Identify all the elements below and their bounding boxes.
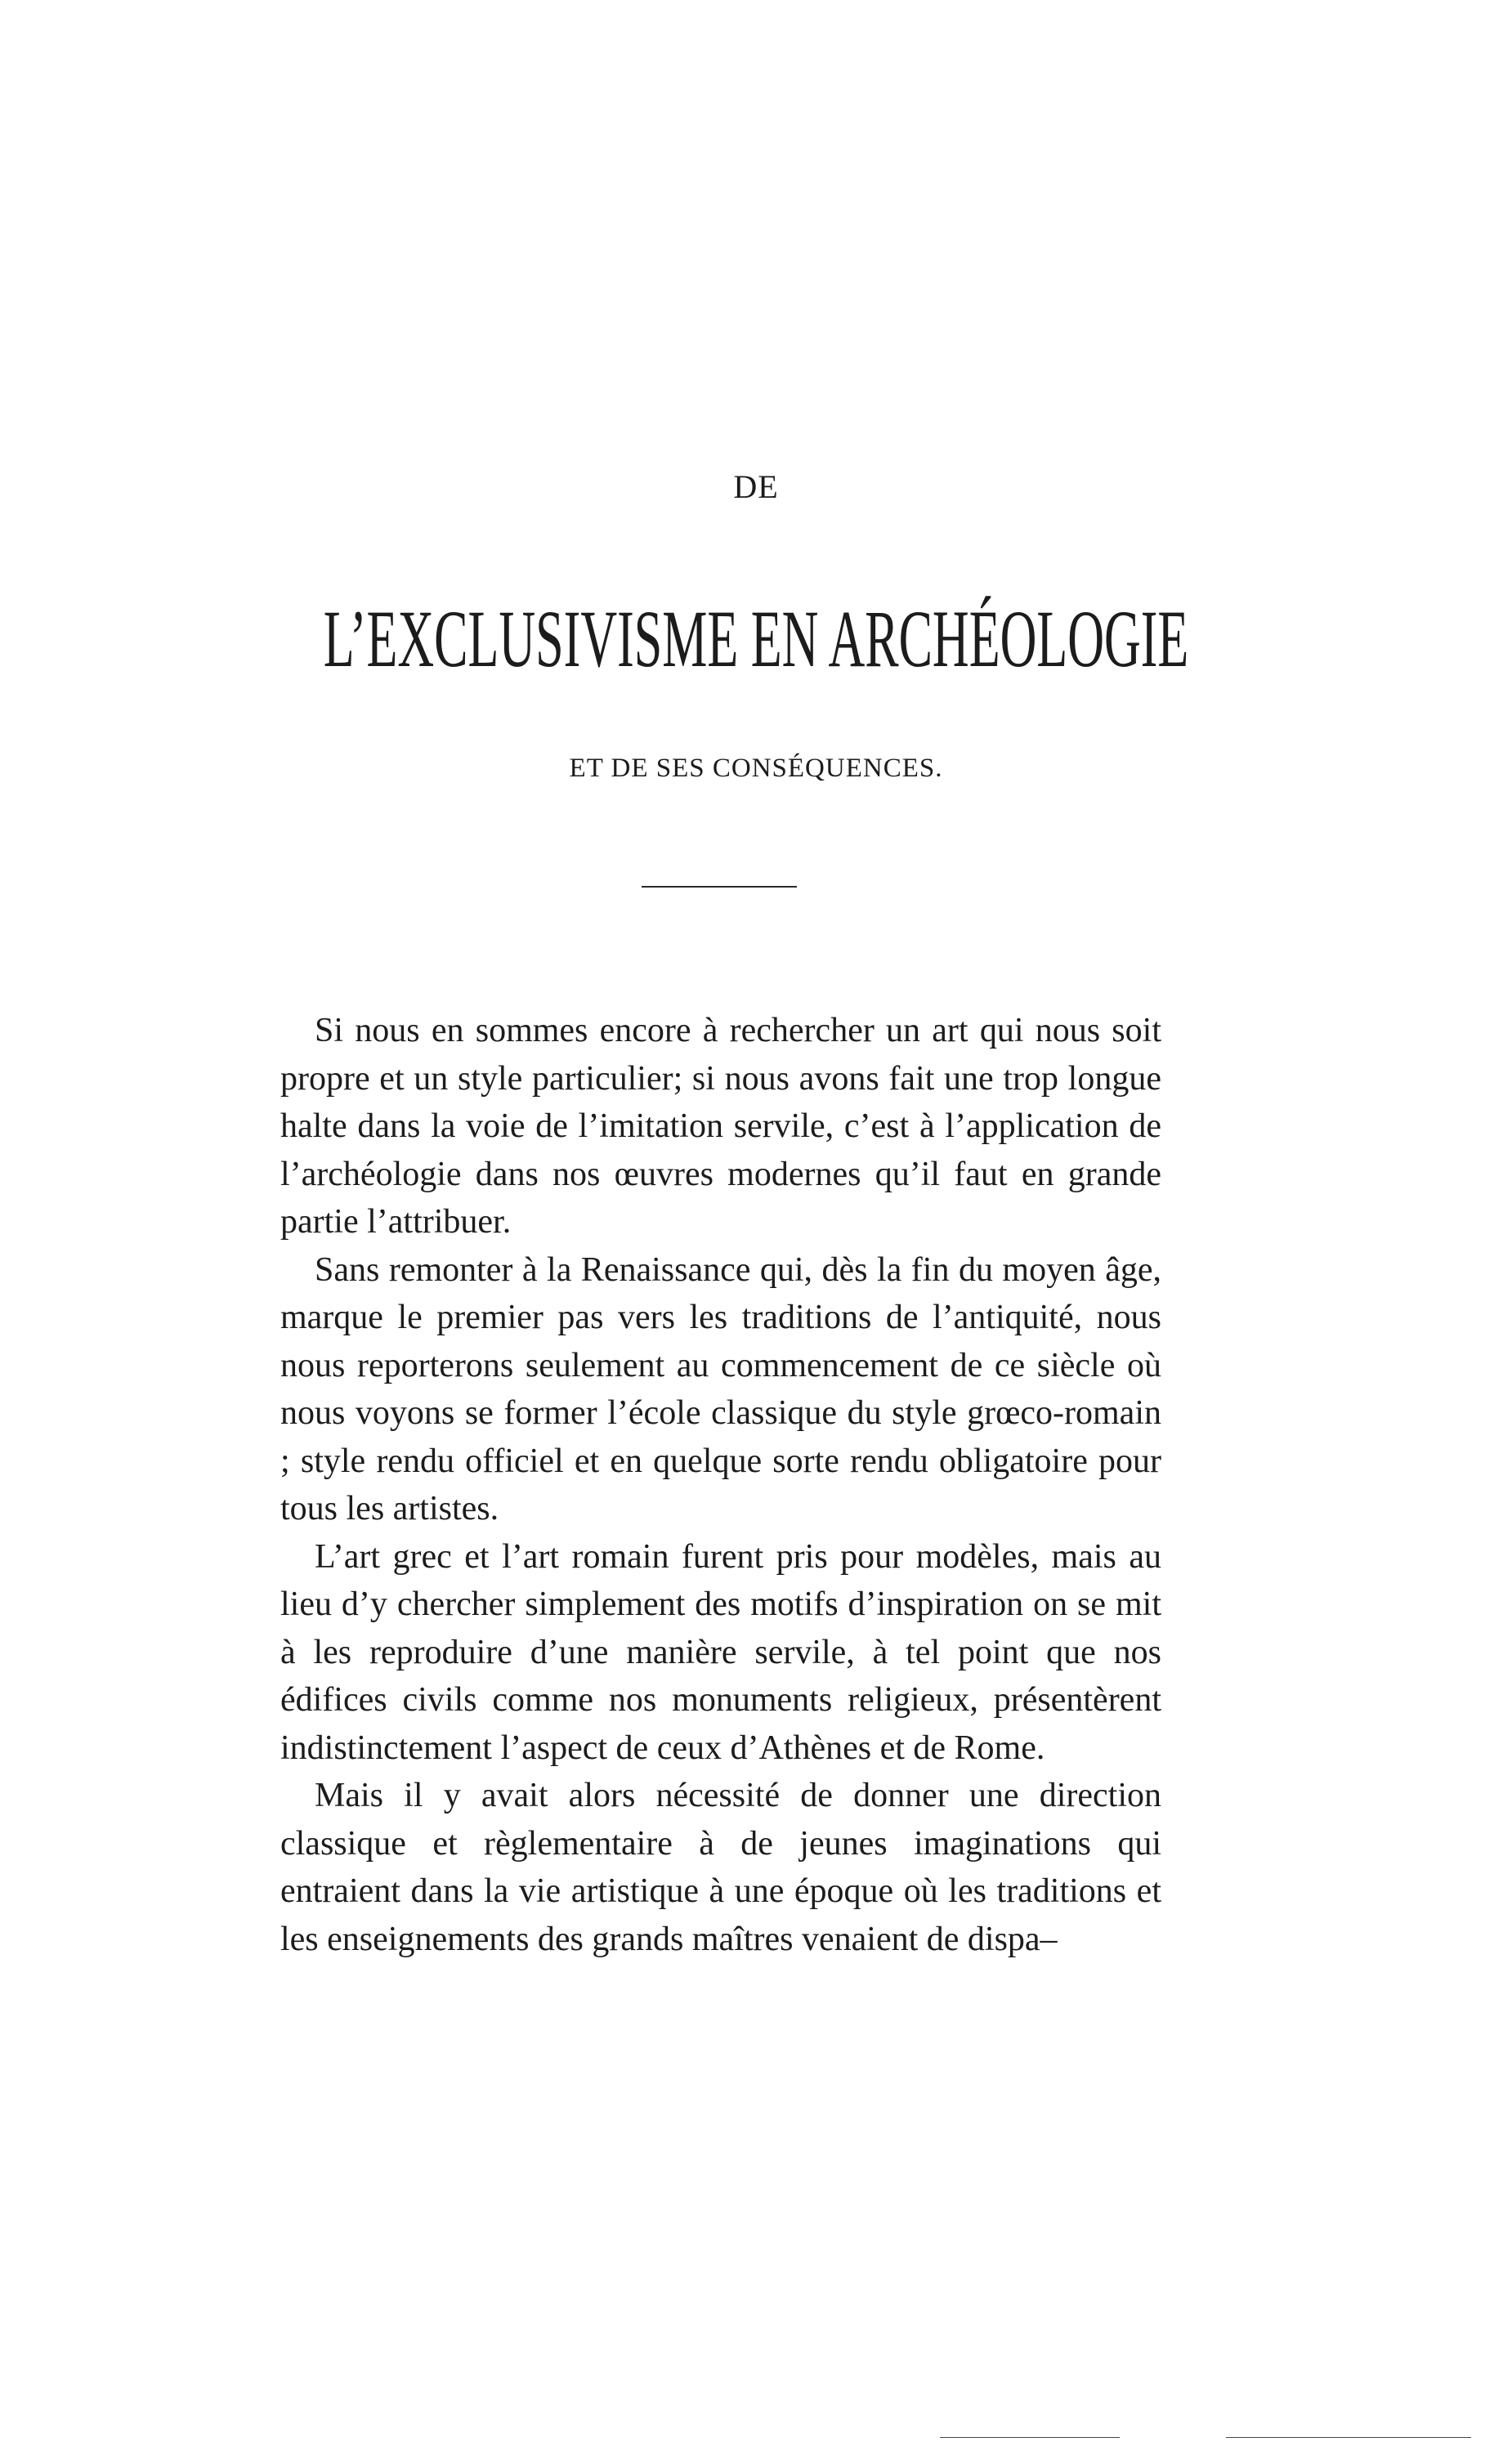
title-divider [642, 886, 797, 888]
heading-de: DE [733, 468, 779, 505]
scan-edge-line [1226, 2437, 1471, 2438]
paragraph-3: L’art grec et l’art romain furent pris pour modèles, mais au lieu d’y chercher simplement des motifs d’inspiration on se mit à les reproduire d’une manière servile, à tel point que nos édifices civils comme nos monuments religieux, présentèrent indistinctement l’aspect de ceux d’Athènes et de Rome. [280, 1537, 1161, 1767]
chapter-title: L’EXCLUSIVISME EN ARCHÉOLOGIE [323, 593, 1189, 684]
chapter-subtitle: ET DE SES CONSÉQUENCES. [569, 754, 943, 783]
paragraph-1: Si nous en sommes encore à rechercher un art qui nous soit propre et un style particulier; si nous avons fait une trop longue halte dans la voie de l’imitation servile, c’est à l’application de l’archéologie dans nos œuvres modernes qu’il faut en grande partie l’attribuer. [280, 1012, 1161, 1241]
scan-edge-line [940, 2437, 1120, 2438]
paragraph-2: Sans remonter à la Renaissance qui, dès la fin du moyen âge, marque le premier pas vers les traditions de l’antiquité, nous nous reporterons seulement au commencement de ce siècle où nous voyons se former l’école classique du style grœco-romain ; style rendu officiel et en quelque sorte rendu obligatoire pour tous les artistes. [280, 1250, 1161, 1527]
paragraph-4: Mais il y avait alors nécessité de donner une direction classique et règlementaire à de jeunes imaginations qui entraient dans la vie artistique à une époque où les traditions et les enseignements des grands maîtres venaient de dispa– [280, 1777, 1161, 1958]
body-text [280, 1007, 1161, 1963]
